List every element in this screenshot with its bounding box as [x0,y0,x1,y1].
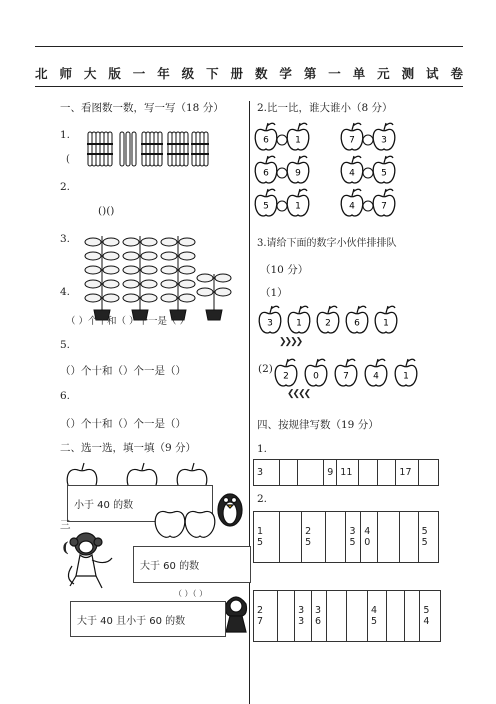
title-char: 北 [35,66,48,81]
apple-number: 2 [283,371,289,382]
answer-parens: （ ）（ ） [174,589,208,598]
loose-sticks [120,132,136,166]
pattern-2-cell[interactable]: 2 5 [302,512,326,563]
apple-number: 6 [354,318,360,329]
order-apple [259,306,281,333]
title-char: 一 [328,66,341,81]
pattern-1-number: 1. [257,443,268,455]
section-4-heading: 四、按规律写数（19 分） [257,419,379,431]
table-row [254,512,439,563]
girl-icon [222,592,252,636]
title-char: 单 [352,66,366,81]
section-3-fragment: 三 [60,519,71,531]
apple-number: 9 [295,168,301,179]
pattern-1-cell[interactable]: 11 [337,460,359,486]
q4-blank-line: （ ）个十和（ ）个一是（ ） [66,316,190,327]
compare-answer-circle[interactable] [277,201,287,211]
plant-pots-image [66,232,236,324]
compare-answer-circle[interactable] [363,168,373,178]
exam-title [35,64,463,82]
compare-heading: 2.比一比，谁大谁小（8 分） [257,102,393,114]
q5-blank-line: （）个十和（）个一是（） [60,365,186,377]
q3-number: 3. [60,233,71,245]
compare-apple [373,123,395,150]
pattern-3-cell[interactable]: 3 3 [295,591,312,642]
pattern-1-cell[interactable]: 9 [324,460,337,486]
compare-apple [255,189,277,216]
stick-bundle-3 [167,132,189,166]
title-char: 一 [132,66,146,81]
pattern-3-cell[interactable] [347,591,368,642]
pattern-2-cell[interactable] [326,512,346,563]
compare-apple [287,189,309,216]
compare-apple [373,156,395,183]
plant-4 [197,274,231,320]
compare-apple [341,189,363,216]
apple-number: 3 [381,135,387,146]
pattern-2-cell[interactable]: 3 5 [346,512,361,563]
apple-number: 7 [349,135,355,146]
pattern-3-cell[interactable]: 5 4 [420,591,441,642]
order-apple [317,306,339,333]
title-char: 第 [303,66,317,81]
pattern-3-cell[interactable]: 2 7 [254,591,278,642]
top-rule [35,46,463,47]
pattern-3-cell[interactable] [386,591,405,642]
apple-number: 7 [343,371,349,382]
pattern-2-cell[interactable]: 1 5 [254,512,280,563]
q2-blanks: ()() [98,205,115,217]
apple-row-2-image [150,500,250,540]
table-row [254,591,441,642]
compare-apple [287,156,309,183]
arrows-left-icon: ❮❮❮❮ [287,389,310,399]
pattern-1-cell[interactable] [359,460,377,486]
q6-number: 6. [60,390,71,402]
plant-3 [161,236,195,320]
compare-apple [255,123,277,150]
order-apple [335,359,357,386]
apple-number: 6 [263,168,269,179]
apple-number: 6 [263,135,269,146]
apple-number: 1 [295,201,301,212]
pattern-1-cell[interactable]: 3 [254,460,280,486]
pattern-1-cell[interactable] [279,460,297,486]
q6-blank-line: （）个十和（）个一是（） [60,418,186,430]
order-points: （10 分） [260,264,309,276]
order-label-2: (2) [258,363,273,375]
callout-1-text: 小于 40 的数 [74,500,134,511]
title-char: 学 [279,66,292,81]
apple-number: 2 [325,318,331,329]
title-char: 师 [59,66,72,81]
apple-number: 5 [381,168,387,179]
order-apple [288,306,310,333]
stick-bundle-4 [191,132,209,166]
apple-number: 4 [349,168,355,179]
pattern-3-cell[interactable] [405,591,420,642]
pattern-3-cell[interactable]: 3 6 [311,591,326,642]
plant-2 [123,236,157,320]
compare-apple [255,156,277,183]
plant-1 [85,236,119,320]
pattern-2-number: 2. [257,493,268,505]
apple-number: 1 [403,371,409,382]
compare-answer-circle[interactable] [277,135,287,145]
pattern-1-cell[interactable] [298,460,324,486]
pattern-2-cell[interactable] [279,512,301,563]
apple-number: 4 [349,201,355,212]
pattern-2-cell[interactable] [400,512,419,563]
compare-apple [341,123,363,150]
callout-between-40-and-60 [70,601,226,637]
stick-bundle-1 [87,132,113,166]
pattern-1-cell[interactable] [418,460,438,486]
compare-answer-circle[interactable] [363,135,373,145]
apple-number: 0 [313,371,319,382]
section-1-heading: 一、看图数一数，写一写（18 分） [60,102,224,114]
pattern-table-1 [253,459,439,486]
order-apple [346,306,368,333]
title-char: 大 [83,66,97,81]
apple-number: 3 [267,318,273,329]
title-char: 册 [230,66,244,81]
title-char: 测 [401,66,415,81]
compare-apple [373,189,395,216]
apple-number: 1 [295,135,301,146]
pattern-2-cell[interactable] [377,512,399,563]
apple-number: 1 [383,318,389,329]
title-char: 级 [181,66,195,81]
title-char: 年 [157,66,170,81]
pattern-3-cell[interactable] [326,591,347,642]
stick-bundle-2 [141,132,163,166]
compare-apple [341,156,363,183]
section-2-heading: 二、选一选，填一填（9 分） [60,442,197,454]
apple-number: 4 [373,371,379,382]
title-char: 卷 [450,66,463,81]
apple-number: 1 [296,318,302,329]
pattern-3-cell[interactable]: 4 5 [368,591,387,642]
pattern-1-cell[interactable] [377,460,395,486]
order-label-1: （1） [260,287,288,299]
callout-3-text: 大于 40 且小于 60 的数 [77,615,186,627]
callout-2-text: 大于 60 的数 [140,561,200,572]
pattern-2-cell[interactable]: 4 0 [361,512,378,563]
title-char: 版 [108,66,121,81]
order-apple [275,359,297,386]
q5-number: 5. [60,339,71,351]
order-apple [305,359,327,386]
order-apple [375,306,397,333]
order-heading: 3.请给下面的数字小伙伴排排队 [257,238,397,249]
arrows-right-icon: ❯❯❯❯ [279,337,302,347]
order-apple [365,359,387,386]
svg-text:(: ( [66,154,70,165]
monkey-icon [62,530,126,592]
q1-number: 1. [60,129,71,141]
table-row [254,460,439,486]
title-char: 下 [206,66,219,81]
pattern-1-cell[interactable]: 17 [396,460,418,486]
title-char: 元 [377,66,390,81]
pattern-3-cell[interactable] [278,591,295,642]
compare-answer-circle[interactable] [363,201,373,211]
pattern-table-3 [253,590,441,642]
stick-bundles-image [66,130,216,172]
apple-number: 7 [381,201,387,212]
compare-answer-circle[interactable] [277,168,287,178]
title-underline [35,86,463,87]
q4-number: 4. [60,286,71,298]
bracket-fragment: ( [62,540,69,556]
title-char: 数 [254,66,268,81]
pattern-table-2 [253,511,439,563]
order-apple [395,359,417,386]
q2-number: 2. [60,181,71,193]
title-char: 试 [426,66,439,81]
pattern-2-cell[interactable]: 5 5 [418,512,438,563]
compare-apple [287,123,309,150]
callout-greater-than-60 [133,546,251,583]
apple-number: 5 [263,201,269,212]
